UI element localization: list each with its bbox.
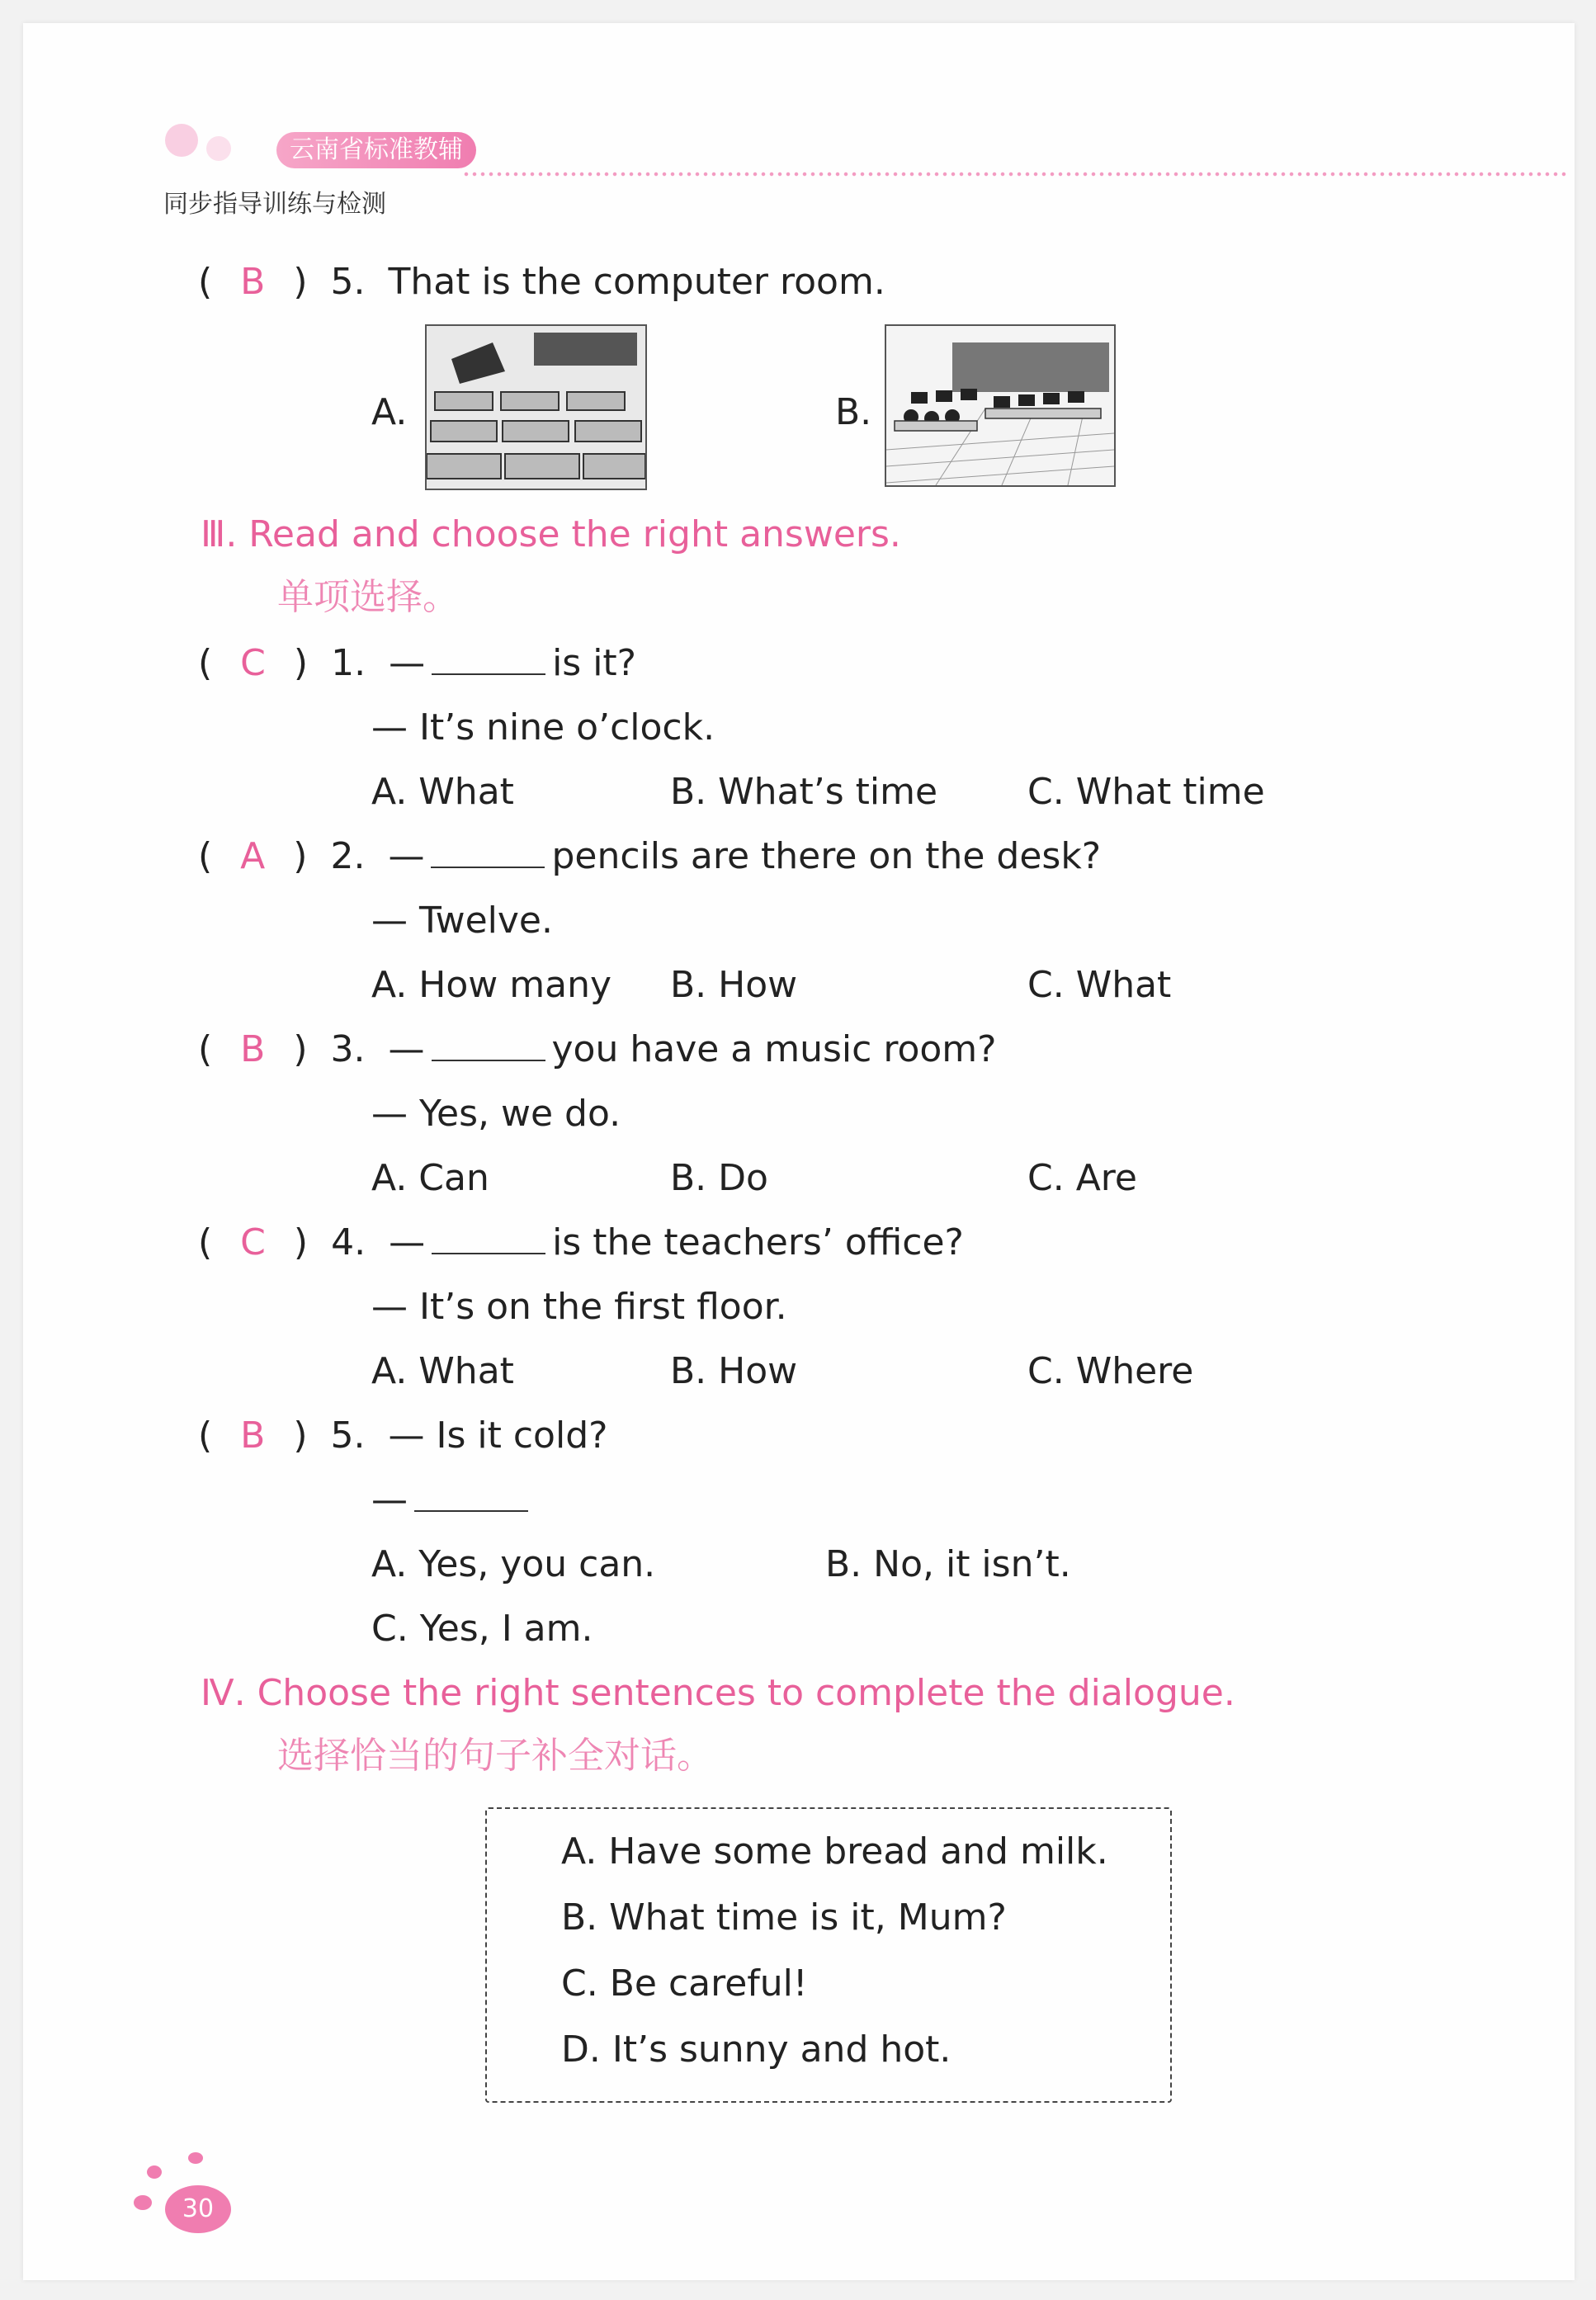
header-dotted-line xyxy=(462,172,1568,177)
answer-blank xyxy=(432,1035,545,1061)
paren: ( xyxy=(198,642,213,684)
dash: — xyxy=(389,642,426,684)
option-a: A. Can xyxy=(371,1157,489,1199)
question-text: — Is it cold? xyxy=(388,1414,608,1457)
question-row xyxy=(198,642,637,684)
option-a-label: A. xyxy=(371,391,408,433)
question-row xyxy=(198,835,1102,877)
music-room-illustration xyxy=(427,326,645,489)
option-a: A. What xyxy=(371,1350,514,1392)
page-decoration-dot xyxy=(134,2195,152,2210)
paren: ( xyxy=(198,1221,213,1263)
computer-room-image xyxy=(885,324,1116,487)
answer-blank xyxy=(432,1228,545,1254)
answer-letter: C xyxy=(240,1221,266,1263)
dialogue-option: A. Have some bread and milk. xyxy=(561,1830,1108,1873)
paren: ( xyxy=(198,261,213,303)
option-b: B. What’s time xyxy=(670,771,938,813)
section-3-subtitle: 单项选择。 xyxy=(277,576,459,618)
page-decoration-dot xyxy=(147,2165,162,2179)
question-text: you have a music room? xyxy=(551,1028,997,1070)
question-number: 1. xyxy=(331,642,366,684)
question-number: 4. xyxy=(331,1221,366,1263)
dash: — xyxy=(388,1028,425,1070)
question-text: That is the computer room. xyxy=(388,261,885,303)
option-b: B. No, it isn’t. xyxy=(825,1543,1071,1585)
section-4-subtitle: 选择恰当的句子补全对话。 xyxy=(277,1735,713,1777)
question-text: pencils are there on the desk? xyxy=(551,835,1102,877)
paren: ) xyxy=(293,261,308,303)
dash: — xyxy=(388,835,425,877)
paren: ( xyxy=(198,835,213,877)
dash: — xyxy=(389,1221,426,1263)
response-line: — Twelve. xyxy=(371,900,553,942)
dialogue-option: B. What time is it, Mum? xyxy=(561,1896,1007,1939)
response-line: — It’s nine o’clock. xyxy=(371,706,715,749)
question-number: 5. xyxy=(330,1414,366,1457)
music-room-image xyxy=(425,324,647,490)
answer-letter: A xyxy=(240,835,266,877)
option-b-label: B. xyxy=(835,391,872,433)
option-c: C. What time xyxy=(1027,771,1265,813)
option-c: C. Where xyxy=(1027,1350,1194,1392)
response-line: — Yes, we do. xyxy=(371,1093,621,1135)
question-text: is it? xyxy=(552,642,637,684)
answer-blank xyxy=(432,649,545,675)
question-text: is the teachers’ office? xyxy=(552,1221,964,1263)
response-line: — It’s on the first floor. xyxy=(371,1286,787,1328)
question-row xyxy=(198,1221,964,1263)
question-number: 2. xyxy=(330,835,366,877)
question-number: 3. xyxy=(330,1028,366,1070)
option-a: A. How many xyxy=(371,964,612,1006)
answer-letter: B xyxy=(240,261,266,303)
dialogue-option: D. It’s sunny and hot. xyxy=(561,2028,951,2071)
option-b: B. How xyxy=(670,1350,798,1392)
page-decoration-dot xyxy=(188,2152,203,2164)
header-subtitle: 同步指导训练与检测 xyxy=(163,190,386,219)
question-row xyxy=(198,1028,997,1070)
paren: ) xyxy=(293,1221,309,1263)
answer-letter: B xyxy=(240,1414,266,1457)
paren: ) xyxy=(293,835,308,877)
response-line xyxy=(371,1479,535,1521)
paren: ) xyxy=(293,642,309,684)
option-b: B. How xyxy=(670,964,798,1006)
question-number: 5. xyxy=(330,261,366,303)
page-number: 30 xyxy=(165,2185,231,2233)
paren: ) xyxy=(293,1028,308,1070)
option-c: C. Yes, I am. xyxy=(371,1608,593,1650)
answer-blank xyxy=(431,842,545,868)
option-a: A. What xyxy=(371,771,514,813)
option-b: B. Do xyxy=(670,1157,768,1199)
question-row xyxy=(198,1414,608,1457)
answer-blank xyxy=(414,1485,528,1512)
option-c: C. What xyxy=(1027,964,1172,1006)
paren: ( xyxy=(198,1414,213,1457)
header-flower-decoration xyxy=(165,124,198,157)
question-row xyxy=(198,261,885,303)
computer-room-illustration xyxy=(886,326,1114,485)
option-c: C. Are xyxy=(1027,1157,1137,1199)
section-4-title: Ⅳ. Choose the right sentences to complete the dialogue. xyxy=(201,1672,1235,1714)
paren: ) xyxy=(293,1414,308,1457)
dialogue-option: C. Be careful! xyxy=(561,1962,808,2005)
header-flower-decoration xyxy=(206,136,231,161)
option-a: A. Yes, you can. xyxy=(371,1543,656,1585)
answer-letter: C xyxy=(240,642,266,684)
header-banner: 云南省标准教辅 xyxy=(276,132,476,168)
section-3-title: Ⅲ. Read and choose the right answers. xyxy=(201,513,901,555)
dash: — xyxy=(371,1479,408,1521)
paren: ( xyxy=(198,1028,213,1070)
answer-letter: B xyxy=(240,1028,266,1070)
